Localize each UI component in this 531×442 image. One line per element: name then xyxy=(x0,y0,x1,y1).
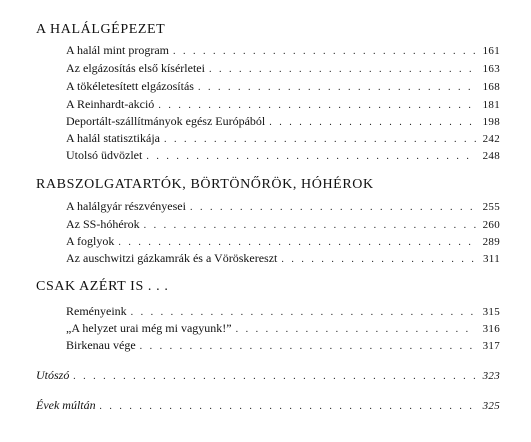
toc-entry-utoszo xyxy=(36,368,500,382)
toc-entry xyxy=(66,148,500,162)
toc-entry-label: Birkenau vége xyxy=(66,338,136,352)
toc-entry-label: A halálgyár részvényesei xyxy=(66,199,186,213)
dot-leader xyxy=(96,400,476,414)
toc-entry xyxy=(66,234,500,248)
toc-entry xyxy=(66,217,500,231)
toc-entry xyxy=(66,199,500,213)
toc-entry xyxy=(66,114,500,128)
toc-entry-label: A halál mint program xyxy=(66,43,169,57)
dot-leader xyxy=(232,323,476,337)
toc-entry-page-number: 168 xyxy=(482,81,500,93)
toc-entry-page-number: 242 xyxy=(482,133,500,145)
toc-entry xyxy=(66,43,500,57)
dot-leader xyxy=(154,99,476,113)
dot-leader xyxy=(140,219,476,233)
dot-leader xyxy=(194,81,476,95)
toc-entry-label: Utolsó üdvözlet xyxy=(66,148,143,162)
dot-leader xyxy=(169,45,476,59)
toc-entry-label: Utószó xyxy=(36,368,70,382)
toc-entry xyxy=(66,131,500,145)
dot-leader xyxy=(265,116,476,130)
toc-entry-label: Évek múltán xyxy=(36,398,96,412)
toc-entry-label: Az SS-hóhérok xyxy=(66,217,140,231)
toc-entry-page-number: 255 xyxy=(482,201,500,213)
toc-entry-label: Az elgázosítás első kísérletei xyxy=(66,61,205,75)
toc-entry-label: A tökéletesített elgázosítás xyxy=(66,79,194,93)
section-title-halalgepezet: A HALÁLGÉPEZET xyxy=(36,22,166,37)
dot-leader xyxy=(160,133,476,147)
toc-entry-label: Deportált-szállítmányok egész Európából xyxy=(66,114,266,128)
toc-entry-page-number: 317 xyxy=(482,340,500,352)
toc-entry-label: „A helyzet urai még mi vagyunk!” xyxy=(66,321,232,335)
dot-leader xyxy=(186,201,476,215)
toc-entry xyxy=(66,321,500,335)
dot-leader xyxy=(142,150,476,164)
toc-entry-label: Az auschwitzi gázkamrák és a Vöröskereszt xyxy=(66,251,278,265)
toc-entry-page-number: 198 xyxy=(482,116,500,128)
toc-entry-label: A Reinhardt-akció xyxy=(66,97,155,111)
section-title-csak-azert-is: CSAK AZÉRT IS . . . xyxy=(36,279,169,294)
toc-entry-page-number: 181 xyxy=(482,99,500,111)
toc-entry xyxy=(66,97,500,111)
toc-entry-page-number: 260 xyxy=(482,219,500,231)
toc-entry-page-number: 289 xyxy=(482,236,500,248)
dot-leader xyxy=(277,253,476,267)
toc-entry xyxy=(66,338,500,352)
dot-leader xyxy=(114,236,476,250)
toc-entry xyxy=(66,79,500,93)
toc-entry xyxy=(66,251,500,265)
toc-entry-page-number: 316 xyxy=(482,323,500,335)
toc-entry-page-number: 325 xyxy=(482,400,500,412)
dot-leader xyxy=(127,306,476,320)
toc-entry-page-number: 161 xyxy=(482,45,500,57)
toc-entry xyxy=(66,61,500,75)
dot-leader xyxy=(205,63,476,77)
toc-entry-evek-multan xyxy=(36,398,500,412)
dot-leader xyxy=(69,370,476,384)
toc-entry-page-number: 323 xyxy=(482,370,500,382)
toc-entry-page-number: 248 xyxy=(482,150,500,162)
toc-entry xyxy=(66,304,500,318)
toc-entry-page-number: 163 xyxy=(482,63,500,75)
toc-entry-page-number: 311 xyxy=(483,253,500,265)
toc-entry-label: A halál statisztikája xyxy=(66,131,160,145)
section-title-rabszolgatartok: RABSZOLGATARTÓK, BÖRTÖNŐRÖK, HÓHÉROK xyxy=(36,177,374,192)
toc-entry-label: A foglyok xyxy=(66,234,115,248)
dot-leader xyxy=(136,340,476,354)
toc-entry-page-number: 315 xyxy=(482,306,500,318)
toc-entry-label: Reményeink xyxy=(66,304,127,318)
